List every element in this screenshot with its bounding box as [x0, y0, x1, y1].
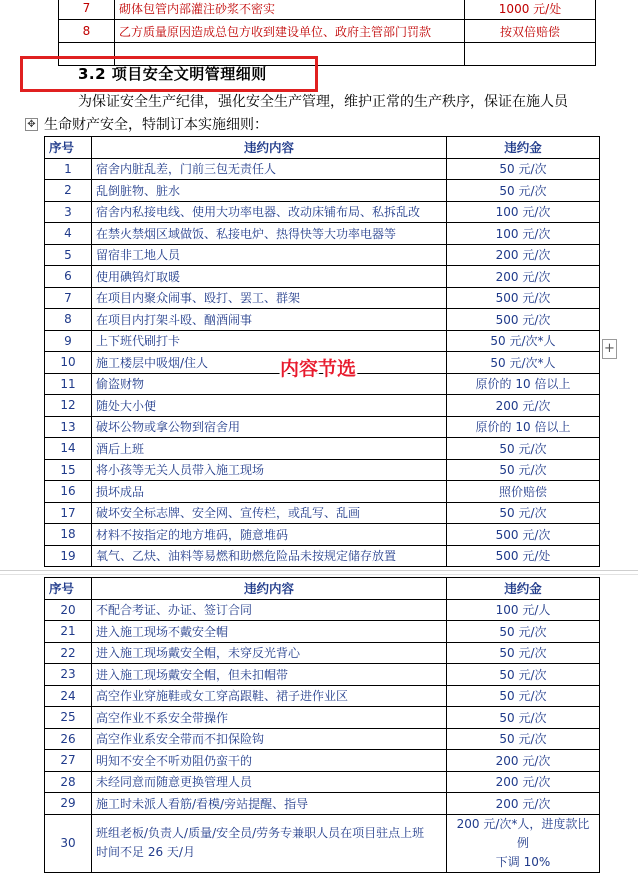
row-num: 28	[45, 771, 92, 793]
row-content: 酒后上班	[92, 438, 447, 460]
table-row	[45, 599, 600, 621]
row-content	[92, 814, 447, 872]
row-content: 破坏安全标志牌、安全网、宣传栏，或乱写、乱画	[92, 502, 447, 524]
row-penalty: 50 元/次	[447, 707, 600, 729]
header-num: 序号	[45, 137, 92, 159]
row-content: 材料不按指定的地方堆码，随意堆码	[92, 524, 447, 546]
row-penalty	[465, 43, 596, 66]
row-penalty: 200 元/次	[447, 395, 600, 417]
row-num: 26	[45, 728, 92, 750]
row-num: 2	[45, 180, 92, 202]
row-penalty: 照价赔偿	[447, 481, 600, 503]
row-content: 施工时未派人看筋/看模/旁站提醒、指导	[92, 793, 447, 815]
table-row	[45, 793, 600, 815]
row-penalty: 50 元/次	[447, 158, 600, 180]
row-penalty: 500 元/次	[447, 309, 600, 331]
row-penalty: 原价的 10 倍以上	[447, 416, 600, 438]
table-row	[45, 664, 600, 686]
row-content: 高空作业不系安全带操作	[92, 707, 447, 729]
row-num: 22	[45, 642, 92, 664]
row-num: 19	[45, 545, 92, 567]
row-penalty: 200 元/次	[447, 244, 600, 266]
row-penalty: 50 元/次	[447, 642, 600, 664]
row-num: 15	[45, 459, 92, 481]
row-num: 5	[45, 244, 92, 266]
row-content-line1: 班组老板/负责人/质量/安全员/劳务专兼职人员在项目驻点上班	[96, 826, 425, 840]
row-penalty: 原价的 10 倍以上	[447, 373, 600, 395]
row-penalty: 50 元/次*人	[447, 352, 600, 374]
table-row	[45, 459, 600, 481]
row-num: 11	[45, 373, 92, 395]
row-penalty: 50 元/次	[447, 621, 600, 643]
table-row	[45, 266, 600, 288]
table-row	[45, 814, 600, 872]
intro-paragraph-line2: 生命财产安全，特制订本实施细则：	[44, 117, 268, 133]
row-num: 3	[45, 201, 92, 223]
safety-fine-table-part2	[44, 577, 600, 873]
table-row	[59, 20, 596, 43]
row-penalty-line2: 下调 10%	[495, 854, 551, 869]
row-penalty: 50 元/次*人	[447, 330, 600, 352]
table-header-row	[45, 137, 600, 159]
header-num: 序号	[45, 578, 92, 600]
row-penalty: 50 元/次	[447, 438, 600, 460]
row-content: 在项目内打架斗殴、酗酒闹事	[92, 309, 447, 331]
row-penalty: 100 元/次	[447, 201, 600, 223]
row-penalty: 200 元/次	[447, 266, 600, 288]
row-num: 14	[45, 438, 92, 460]
table-row	[45, 438, 600, 460]
row-num: 23	[45, 664, 92, 686]
table-row	[59, 0, 596, 20]
table-row	[45, 330, 600, 352]
row-penalty: 按双倍赔偿	[465, 20, 596, 43]
row-num: 10	[45, 352, 92, 374]
row-content: 偷盗财物	[92, 373, 447, 395]
row-content: 不配合考证、办证、签订合同	[92, 599, 447, 621]
table-row	[45, 771, 600, 793]
row-penalty: 500 元/次	[447, 524, 600, 546]
row-content: 明知不安全不听劝阻仍蛮干的	[92, 750, 447, 772]
row-penalty: 100 元/人	[447, 599, 600, 621]
row-penalty: 200 元/次	[447, 793, 600, 815]
table-row	[45, 545, 600, 567]
row-num: 21	[45, 621, 92, 643]
row-content: 进入施工现场不戴安全帽	[92, 621, 447, 643]
row-penalty: 500 元/次	[447, 287, 600, 309]
row-num: 16	[45, 481, 92, 503]
table-row	[45, 502, 600, 524]
page-break-divider	[0, 570, 638, 571]
page-break-divider-shadow	[0, 574, 638, 575]
row-num: 29	[45, 793, 92, 815]
row-content: 宿舍内私接电线、使用大功率电器、改动床铺布局、私拆乱改	[92, 201, 447, 223]
row-content: 进入施工现场戴安全帽，未穿反光背心	[92, 642, 447, 664]
table-row	[45, 158, 600, 180]
move-handle-icon[interactable]: ✥	[25, 118, 38, 131]
row-num: 4	[45, 223, 92, 245]
row-penalty-line1: 200 元/次*人，进度款比例	[456, 816, 590, 850]
row-penalty: 50 元/次	[447, 728, 600, 750]
row-penalty: 50 元/次	[447, 180, 600, 202]
row-content: 宿舍内脏乱差，门前三包无责任人	[92, 158, 447, 180]
row-num: 12	[45, 395, 92, 417]
safety-fine-table-part1	[44, 136, 600, 567]
row-content: 随处大小便	[92, 395, 447, 417]
row-content: 乙方质量原因造成总包方收到建设单位、政府主管部门罚款	[115, 20, 465, 43]
row-num: 6	[45, 266, 92, 288]
row-penalty: 50 元/次	[447, 459, 600, 481]
row-content: 使用碘钨灯取暖	[92, 266, 447, 288]
row-penalty	[447, 814, 600, 872]
row-num: 7	[59, 0, 115, 20]
row-content: 损坏成品	[92, 481, 447, 503]
table-row	[45, 180, 600, 202]
row-content: 进入施工现场戴安全帽，但未扣帽带	[92, 664, 447, 686]
row-num: 17	[45, 502, 92, 524]
header-content: 违约内容	[92, 578, 447, 600]
row-content: 在禁火禁烟区域做饭、私接电炉、热得快等大功率电器等	[92, 223, 447, 245]
row-content: 在项目内聚众闹事、殴打、罢工、群架	[92, 287, 447, 309]
row-num: 20	[45, 599, 92, 621]
row-penalty: 200 元/次	[447, 750, 600, 772]
row-content: 砌体包管内部灌注砂浆不密实	[115, 0, 465, 20]
row-content: 乱倒脏物、脏水	[92, 180, 447, 202]
row-content-line2: 时间不足 26 天/月	[96, 845, 195, 859]
row-content: 上下班代刷打卡	[92, 330, 447, 352]
table-row	[45, 201, 600, 223]
table-row	[45, 309, 600, 331]
row-penalty: 1000 元/处	[465, 0, 596, 20]
header-penalty: 违约金	[447, 137, 600, 159]
table-row	[45, 685, 600, 707]
table-row	[45, 707, 600, 729]
row-num: 8	[45, 309, 92, 331]
header-content: 违约内容	[92, 137, 447, 159]
excerpt-watermark: 内容节选	[280, 358, 357, 380]
row-content: 高空作业穿施鞋或女工穿高跟鞋、裙子进作业区	[92, 685, 447, 707]
row-content: 施工楼层中吸烟/住人	[92, 352, 447, 374]
row-num: 27	[45, 750, 92, 772]
row-num: 1	[45, 158, 92, 180]
table-row	[45, 395, 600, 417]
header-penalty: 违约金	[447, 578, 600, 600]
table-row	[45, 244, 600, 266]
table-row	[45, 621, 600, 643]
row-penalty: 50 元/次	[447, 685, 600, 707]
row-num: 13	[45, 416, 92, 438]
row-content: 氧气、乙炔、油料等易燃和助燃危险品未按规定储存放置	[92, 545, 447, 567]
table-row	[45, 416, 600, 438]
row-content: 破坏公物或拿公物到宿舍用	[92, 416, 447, 438]
table-header-row	[45, 578, 600, 600]
row-content: 未经同意而随意更换管理人员	[92, 771, 447, 793]
table-row	[45, 642, 600, 664]
row-num: 7	[45, 287, 92, 309]
row-num: 18	[45, 524, 92, 546]
table-row	[45, 481, 600, 503]
row-content: 将小孩等无关人员带入施工现场	[92, 459, 447, 481]
row-content: 留宿非工地人员	[92, 244, 447, 266]
row-penalty: 100 元/次	[447, 223, 600, 245]
intro-paragraph-line1: 为保证安全生产纪律，强化安全生产管理，维护正常的生产秩序，保证在施人员	[78, 94, 568, 110]
table-row	[45, 728, 600, 750]
row-num: 25	[45, 707, 92, 729]
table-row	[45, 750, 600, 772]
table-row	[45, 223, 600, 245]
row-num: 24	[45, 685, 92, 707]
row-penalty: 500 元/处	[447, 545, 600, 567]
section-heading: 3.2 项目安全文明管理细则	[78, 65, 267, 83]
row-content: 高空作业系安全带而不扣保险钩	[92, 728, 447, 750]
row-num: 8	[59, 20, 115, 43]
row-penalty: 50 元/次	[447, 502, 600, 524]
table-row	[45, 287, 600, 309]
row-num: 30	[45, 814, 92, 872]
row-penalty: 50 元/次	[447, 664, 600, 686]
table-row	[45, 524, 600, 546]
row-penalty: 200 元/次	[447, 771, 600, 793]
plus-icon[interactable]: +	[602, 339, 617, 359]
row-num: 9	[45, 330, 92, 352]
